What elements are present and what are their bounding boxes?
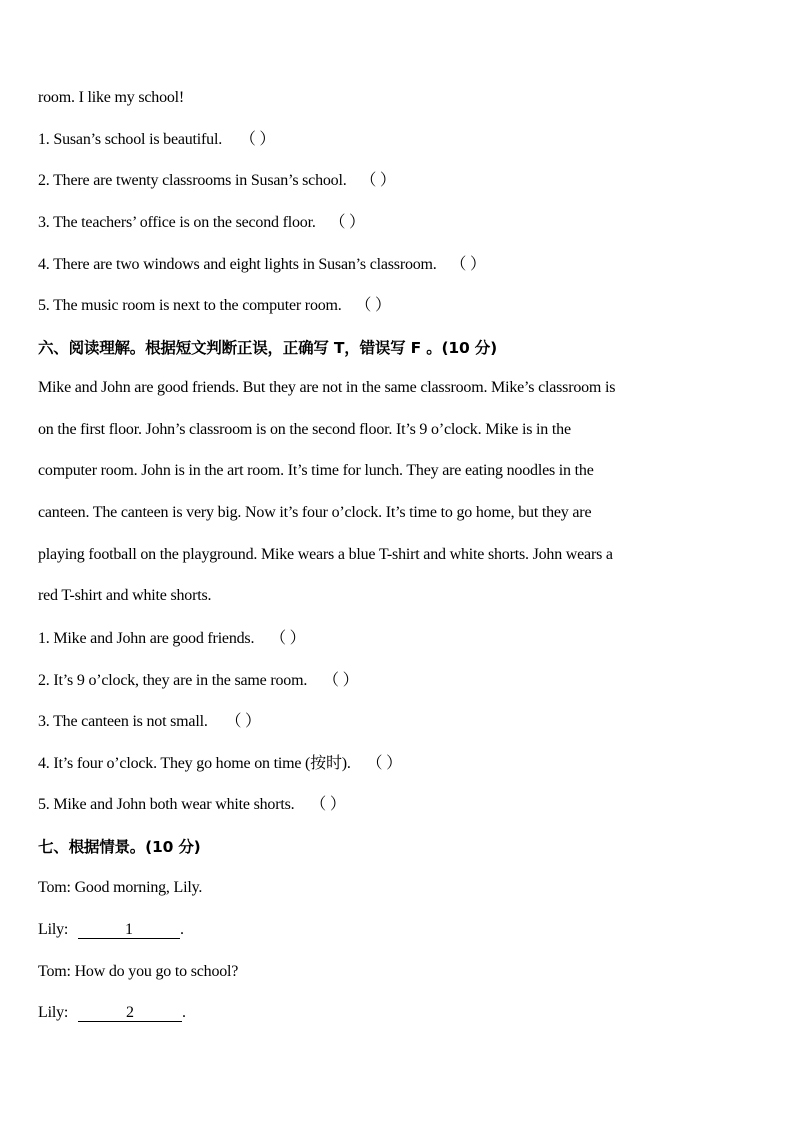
passage-line: playing football on the playground. Mike wears a blue T-shirt and white shorts. John wears a bbox=[38, 546, 613, 563]
answer-parentheses[interactable]: （ ） bbox=[310, 796, 346, 813]
question-text: 5. Mike and John both wear white shorts. bbox=[38, 796, 295, 813]
question-6-2 bbox=[38, 671, 358, 691]
question-text: 3. The teachers’ office is on the second floor. bbox=[38, 214, 316, 231]
question-text: 2. It’s 9 o’clock, they are in the same room. bbox=[38, 672, 308, 689]
speaker-label: Lily: bbox=[38, 921, 69, 938]
question-text: 1. Susan’s school is beautiful. bbox=[38, 131, 223, 148]
question-5-1 bbox=[38, 130, 275, 150]
answer-parentheses[interactable]: （ ） bbox=[225, 713, 261, 730]
question-6-3 bbox=[38, 712, 261, 732]
question-5-5 bbox=[38, 296, 391, 316]
answer-parentheses[interactable]: （ ） bbox=[322, 672, 359, 689]
question-5-2 bbox=[38, 171, 396, 191]
question-5-4 bbox=[38, 255, 486, 275]
speaker-label: Tom: bbox=[38, 963, 71, 980]
passage-line: Mike and John are good friends. But they are not in the same classroom. Mike’s classroom is bbox=[38, 379, 616, 396]
answer-parentheses[interactable]: （ ） bbox=[450, 256, 486, 273]
question-5-3 bbox=[38, 213, 365, 233]
question-text: 4. There are two windows and eight lights in Susan’s classroom. bbox=[38, 256, 437, 273]
answer-parentheses[interactable]: （ ） bbox=[329, 214, 365, 231]
answer-parentheses[interactable]: （ ） bbox=[366, 755, 402, 772]
passage-line: computer room. John is in the art room. It’s time for lunch. They are eating noodles in the bbox=[38, 462, 594, 479]
question-text: 5. The music room is next to the computer room. bbox=[38, 297, 342, 314]
passage-line: canteen. The canteen is very big. Now it’s four o’clock. It’s time to go home, but they are bbox=[38, 504, 592, 521]
question-text: 3. The canteen is not small. bbox=[38, 713, 208, 730]
passage-line: on the first floor. John’s classroom is on the second floor. It’s 9 o’clock. Mike is in the bbox=[38, 421, 571, 438]
answer-parentheses[interactable]: （ ） bbox=[360, 172, 396, 189]
dialogue-text: How do you go to school? bbox=[74, 963, 239, 980]
sentence-end: . bbox=[179, 921, 184, 938]
answer-parentheses[interactable]: （ ） bbox=[355, 297, 391, 314]
passage-line: red T-shirt and white shorts. bbox=[38, 587, 212, 604]
question-text: 1. Mike and John are good friends. bbox=[38, 630, 255, 647]
question-6-4 bbox=[38, 754, 402, 774]
passage-continuation: room. I like my school! bbox=[38, 89, 185, 106]
section-7-title: 七、根据情景。(10 分) bbox=[38, 838, 201, 856]
dialogue-line bbox=[38, 920, 184, 940]
question-text: 2. There are twenty classrooms in Susan’s school. bbox=[38, 172, 347, 189]
dialogue-line bbox=[38, 1003, 186, 1023]
dialogue-line bbox=[38, 878, 202, 898]
answer-blank[interactable]: 1 bbox=[78, 921, 180, 939]
speaker-label: Tom: bbox=[38, 879, 71, 896]
dialogue-line bbox=[38, 962, 238, 982]
question-6-1 bbox=[38, 629, 305, 649]
answer-parentheses[interactable]: （ ） bbox=[270, 630, 306, 647]
question-6-5 bbox=[38, 795, 346, 815]
question-text: 4. It’s four o’clock. They go home on time (按时). bbox=[38, 755, 351, 772]
dialogue-text: Good morning, Lily. bbox=[74, 879, 203, 896]
sentence-end: . bbox=[181, 1004, 186, 1021]
section-6-title: 六、阅读理解。根据短文判断正误，正确写 T，错误写 F 。(10 分) bbox=[38, 339, 497, 357]
answer-blank[interactable]: 2 bbox=[78, 1004, 182, 1022]
speaker-label: Lily: bbox=[38, 1004, 69, 1021]
answer-parentheses[interactable]: （ ） bbox=[239, 131, 276, 148]
